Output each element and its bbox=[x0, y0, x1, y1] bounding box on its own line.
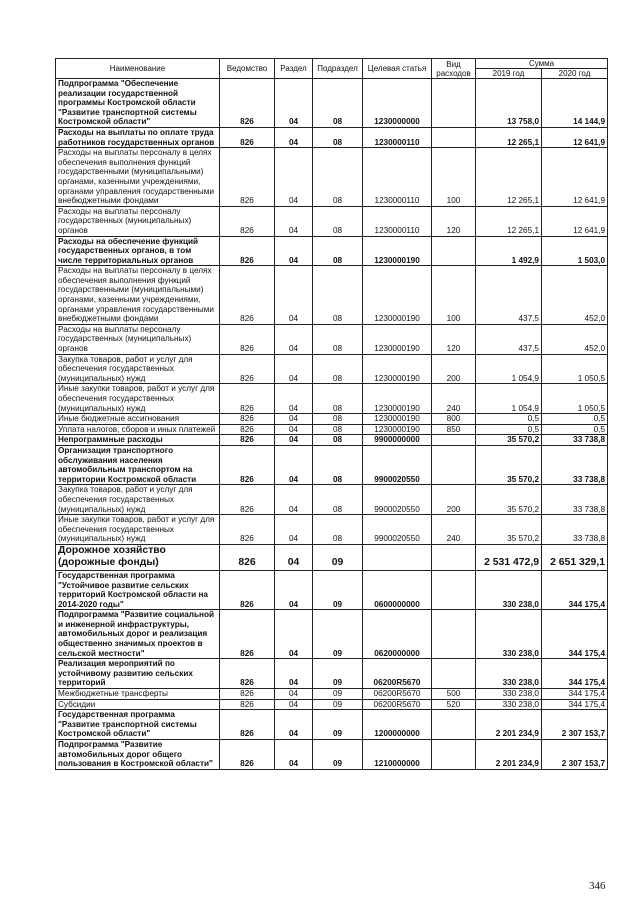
cell-section: 04 bbox=[275, 659, 313, 689]
table-row bbox=[56, 445, 608, 484]
table-body bbox=[56, 79, 608, 770]
table-row bbox=[56, 710, 608, 740]
cell-section: 04 bbox=[275, 266, 313, 325]
cell-type bbox=[432, 740, 476, 770]
cell-subsection: 08 bbox=[313, 127, 363, 147]
cell-2019: 1 492,9 bbox=[476, 236, 542, 266]
header-type: Вид расходов bbox=[432, 59, 476, 79]
cell-name: Закупка товаров, работ и услуг для обеспечения государственных (муниципальных) нужд bbox=[56, 354, 220, 384]
cell-type bbox=[432, 435, 476, 446]
table-row bbox=[56, 485, 608, 515]
table-row bbox=[56, 414, 608, 425]
table-row bbox=[56, 148, 608, 207]
cell-target: 1230000190 bbox=[363, 424, 432, 435]
cell-type bbox=[432, 570, 476, 609]
cell-2019: 1 054,9 bbox=[476, 384, 542, 414]
cell-target: 1230000190 bbox=[363, 414, 432, 425]
cell-type: 240 bbox=[432, 384, 476, 414]
cell-type bbox=[432, 710, 476, 740]
cell-type bbox=[432, 79, 476, 128]
cell-target: 1230000190 bbox=[363, 266, 432, 325]
cell-type bbox=[432, 236, 476, 266]
cell-2019: 12 265,1 bbox=[476, 127, 542, 147]
cell-target: 06200R5670 bbox=[363, 659, 432, 689]
table-row bbox=[56, 435, 608, 446]
cell-department: 826 bbox=[220, 570, 275, 609]
cell-section: 04 bbox=[275, 424, 313, 435]
cell-2020: 33 738,8 bbox=[542, 485, 608, 515]
cell-department: 826 bbox=[220, 424, 275, 435]
cell-name: Закупка товаров, работ и услуг для обеспечения государственных (муниципальных) нужд bbox=[56, 485, 220, 515]
cell-name: Расходы на выплаты персоналу государственных (муниципальных) органов bbox=[56, 324, 220, 354]
cell-subsection: 09 bbox=[313, 689, 363, 700]
cell-section: 04 bbox=[275, 515, 313, 545]
cell-2020: 33 738,8 bbox=[542, 515, 608, 545]
cell-2019: 0,5 bbox=[476, 414, 542, 425]
cell-type: 120 bbox=[432, 324, 476, 354]
cell-subsection: 08 bbox=[313, 79, 363, 128]
table-row bbox=[56, 610, 608, 659]
cell-2019: 2 201 234,9 bbox=[476, 740, 542, 770]
cell-type bbox=[432, 544, 476, 570]
cell-section: 04 bbox=[275, 384, 313, 414]
cell-target: 1230000110 bbox=[363, 206, 432, 236]
cell-2019: 330 238,0 bbox=[476, 689, 542, 700]
cell-2019: 12 265,1 bbox=[476, 148, 542, 207]
cell-target: 1230000190 bbox=[363, 324, 432, 354]
cell-2019: 2 531 472,9 bbox=[476, 544, 542, 570]
table-row bbox=[56, 206, 608, 236]
cell-subsection: 08 bbox=[313, 424, 363, 435]
cell-2020: 452,0 bbox=[542, 324, 608, 354]
cell-name: Подпрограмма "Обеспечение реализации государственной программы Костромской области "Развитие транспортной системы Костромской области" bbox=[56, 79, 220, 128]
cell-subsection: 09 bbox=[313, 710, 363, 740]
cell-2019: 330 238,0 bbox=[476, 699, 542, 710]
cell-section: 04 bbox=[275, 236, 313, 266]
cell-name: Расходы на выплаты персоналу государственных (муниципальных) органов bbox=[56, 206, 220, 236]
cell-subsection: 08 bbox=[313, 414, 363, 425]
cell-section: 04 bbox=[275, 485, 313, 515]
cell-2020: 33 738,8 bbox=[542, 435, 608, 446]
cell-2019: 13 758,0 bbox=[476, 79, 542, 128]
cell-target: 1230000190 bbox=[363, 384, 432, 414]
cell-type bbox=[432, 610, 476, 659]
cell-2019: 35 570,2 bbox=[476, 445, 542, 484]
cell-type bbox=[432, 659, 476, 689]
cell-subsection: 09 bbox=[313, 740, 363, 770]
cell-2020: 0,5 bbox=[542, 414, 608, 425]
cell-type: 120 bbox=[432, 206, 476, 236]
cell-section: 04 bbox=[275, 324, 313, 354]
cell-name: Реализация мероприятий по устойчивому развитию сельских территорий bbox=[56, 659, 220, 689]
cell-2020: 12 641,9 bbox=[542, 127, 608, 147]
cell-section: 04 bbox=[275, 354, 313, 384]
cell-subsection: 08 bbox=[313, 324, 363, 354]
cell-target: 0620000000 bbox=[363, 610, 432, 659]
table-row bbox=[56, 79, 608, 128]
cell-department: 826 bbox=[220, 710, 275, 740]
cell-section: 04 bbox=[275, 435, 313, 446]
cell-department: 826 bbox=[220, 414, 275, 425]
header-name: Наименование bbox=[56, 59, 220, 79]
cell-name: Субсидии bbox=[56, 699, 220, 710]
cell-2020: 2 651 329,1 bbox=[542, 544, 608, 570]
cell-section: 04 bbox=[275, 699, 313, 710]
cell-target: 1210000000 bbox=[363, 740, 432, 770]
cell-target: 06200R5670 bbox=[363, 699, 432, 710]
table-row bbox=[56, 699, 608, 710]
cell-department: 826 bbox=[220, 689, 275, 700]
table-row bbox=[56, 689, 608, 700]
table-row bbox=[56, 324, 608, 354]
budget-table bbox=[55, 58, 608, 770]
cell-department: 826 bbox=[220, 515, 275, 545]
cell-name: Государственная программа "Развитие транспортной системы Костромской области" bbox=[56, 710, 220, 740]
cell-2020: 33 738,8 bbox=[542, 445, 608, 484]
table-row bbox=[56, 354, 608, 384]
cell-name: Дорожное хозяйство (дорожные фонды) bbox=[56, 544, 220, 570]
cell-target: 9900020550 bbox=[363, 515, 432, 545]
cell-name: Подпрограмма "Развитие социальной и инженерной инфраструктуры, автомобильных дорог и реализация общественно значимых проектов в сельской местности" bbox=[56, 610, 220, 659]
cell-name: Расходы на выплаты персоналу в целях обеспечения выполнения функций государственными (муниципальными) органами, казенными учреждениями, органами управления государственными внебюджетными фондами bbox=[56, 266, 220, 325]
header-sum: Сумма bbox=[476, 59, 608, 69]
cell-subsection: 09 bbox=[313, 699, 363, 710]
cell-2020: 344 175,4 bbox=[542, 659, 608, 689]
cell-department: 826 bbox=[220, 485, 275, 515]
cell-name: Организация транспортного обслуживания населения автомобильным транспортом на территории Костромской области bbox=[56, 445, 220, 484]
cell-department: 826 bbox=[220, 79, 275, 128]
cell-type: 100 bbox=[432, 148, 476, 207]
cell-name: Иные закупки товаров, работ и услуг для обеспечения государственных (муниципальных) нужд bbox=[56, 515, 220, 545]
cell-subsection: 08 bbox=[313, 206, 363, 236]
cell-subsection: 08 bbox=[313, 354, 363, 384]
cell-target: 0600000000 bbox=[363, 570, 432, 609]
header-subsection: Подраздел bbox=[313, 59, 363, 79]
cell-type: 850 bbox=[432, 424, 476, 435]
cell-type: 520 bbox=[432, 699, 476, 710]
table-row bbox=[56, 740, 608, 770]
cell-type: 240 bbox=[432, 515, 476, 545]
cell-2020: 344 175,4 bbox=[542, 570, 608, 609]
cell-subsection: 08 bbox=[313, 445, 363, 484]
cell-target: 1230000000 bbox=[363, 79, 432, 128]
cell-2020: 452,0 bbox=[542, 266, 608, 325]
cell-department: 826 bbox=[220, 127, 275, 147]
cell-section: 04 bbox=[275, 710, 313, 740]
cell-name: Непрограммные расходы bbox=[56, 435, 220, 446]
cell-2020: 344 175,4 bbox=[542, 699, 608, 710]
cell-2019: 12 265,1 bbox=[476, 206, 542, 236]
cell-2019: 330 238,0 bbox=[476, 659, 542, 689]
table-row bbox=[56, 127, 608, 147]
cell-subsection: 08 bbox=[313, 515, 363, 545]
cell-type: 500 bbox=[432, 689, 476, 700]
cell-section: 04 bbox=[275, 414, 313, 425]
table-row bbox=[56, 544, 608, 570]
cell-section: 04 bbox=[275, 689, 313, 700]
cell-2020: 12 641,9 bbox=[542, 206, 608, 236]
cell-subsection: 08 bbox=[313, 435, 363, 446]
cell-name: Государственная программа "Устойчивое развитие сельских территорий Костромской области на 2014-2020 годы" bbox=[56, 570, 220, 609]
cell-department: 826 bbox=[220, 384, 275, 414]
cell-name: Расходы на выплаты по оплате труда работников государственных органов bbox=[56, 127, 220, 147]
cell-department: 826 bbox=[220, 610, 275, 659]
cell-target: 1200000000 bbox=[363, 710, 432, 740]
cell-2019: 35 570,2 bbox=[476, 515, 542, 545]
table-row bbox=[56, 659, 608, 689]
cell-name: Иные бюджетные ассигнования bbox=[56, 414, 220, 425]
cell-2019: 35 570,2 bbox=[476, 485, 542, 515]
cell-department: 826 bbox=[220, 206, 275, 236]
cell-subsection: 09 bbox=[313, 659, 363, 689]
cell-name: Уплата налогов, сборов и иных платежей bbox=[56, 424, 220, 435]
cell-department: 826 bbox=[220, 354, 275, 384]
cell-subsection: 08 bbox=[313, 485, 363, 515]
cell-department: 826 bbox=[220, 236, 275, 266]
table-row bbox=[56, 424, 608, 435]
cell-section: 04 bbox=[275, 544, 313, 570]
cell-subsection: 09 bbox=[313, 544, 363, 570]
header-department: Ведомство bbox=[220, 59, 275, 79]
cell-department: 826 bbox=[220, 266, 275, 325]
cell-type: 200 bbox=[432, 354, 476, 384]
cell-target: 9900000000 bbox=[363, 435, 432, 446]
cell-2019: 437,5 bbox=[476, 324, 542, 354]
cell-2019: 330 238,0 bbox=[476, 610, 542, 659]
cell-2019: 35 570,2 bbox=[476, 435, 542, 446]
table-row bbox=[56, 515, 608, 545]
cell-2020: 1 503,0 bbox=[542, 236, 608, 266]
cell-subsection: 09 bbox=[313, 610, 363, 659]
cell-2020: 344 175,4 bbox=[542, 610, 608, 659]
table-row bbox=[56, 384, 608, 414]
cell-subsection: 08 bbox=[313, 266, 363, 325]
cell-department: 826 bbox=[220, 699, 275, 710]
cell-2020: 344 175,4 bbox=[542, 689, 608, 700]
cell-2019: 0,5 bbox=[476, 424, 542, 435]
cell-subsection: 09 bbox=[313, 570, 363, 609]
cell-target: 1230000190 bbox=[363, 354, 432, 384]
cell-department: 826 bbox=[220, 148, 275, 207]
cell-2019: 330 238,0 bbox=[476, 570, 542, 609]
cell-2020: 0,5 bbox=[542, 424, 608, 435]
cell-target: 9900020550 bbox=[363, 485, 432, 515]
cell-2019: 1 054,9 bbox=[476, 354, 542, 384]
cell-target: 1230000190 bbox=[363, 236, 432, 266]
cell-target: 1230000110 bbox=[363, 127, 432, 147]
cell-department: 826 bbox=[220, 659, 275, 689]
cell-2020: 1 050,5 bbox=[542, 354, 608, 384]
cell-2019: 2 201 234,9 bbox=[476, 710, 542, 740]
cell-name: Расходы на выплаты персоналу в целях обеспечения выполнения функций государственными (муниципальными) органами, казенными учреждениями, органами управления государственными внебюджетными фондами bbox=[56, 148, 220, 207]
cell-target bbox=[363, 544, 432, 570]
cell-subsection: 08 bbox=[313, 384, 363, 414]
cell-subsection: 08 bbox=[313, 148, 363, 207]
cell-section: 04 bbox=[275, 570, 313, 609]
cell-2020: 2 307 153,7 bbox=[542, 740, 608, 770]
cell-target: 1230000110 bbox=[363, 148, 432, 207]
cell-type bbox=[432, 127, 476, 147]
cell-type: 800 bbox=[432, 414, 476, 425]
cell-section: 04 bbox=[275, 445, 313, 484]
cell-name: Подпрограмма "Развитие автомобильных дорог общего пользования в Костромской области" bbox=[56, 740, 220, 770]
cell-department: 826 bbox=[220, 740, 275, 770]
cell-2020: 14 144,9 bbox=[542, 79, 608, 128]
cell-section: 04 bbox=[275, 610, 313, 659]
header-section: Раздел bbox=[275, 59, 313, 79]
cell-section: 04 bbox=[275, 79, 313, 128]
cell-section: 04 bbox=[275, 127, 313, 147]
page-number: 346 bbox=[589, 880, 606, 892]
cell-target: 06200R5670 bbox=[363, 689, 432, 700]
cell-2020: 12 641,9 bbox=[542, 148, 608, 207]
cell-department: 826 bbox=[220, 544, 275, 570]
cell-department: 826 bbox=[220, 324, 275, 354]
cell-type: 200 bbox=[432, 485, 476, 515]
cell-name: Расходы на обеспечение функций государственных органов, в том числе территориальных органов bbox=[56, 236, 220, 266]
header-2019: 2019 год bbox=[476, 69, 542, 79]
table-header bbox=[56, 59, 608, 79]
cell-target: 9900020550 bbox=[363, 445, 432, 484]
cell-department: 826 bbox=[220, 435, 275, 446]
cell-name: Иные закупки товаров, работ и услуг для обеспечения государственных (муниципальных) нужд bbox=[56, 384, 220, 414]
cell-section: 04 bbox=[275, 206, 313, 236]
header-2020: 2020 год bbox=[542, 69, 608, 79]
cell-2020: 1 050,5 bbox=[542, 384, 608, 414]
cell-name: Межбюджетные трансферты bbox=[56, 689, 220, 700]
cell-type: 100 bbox=[432, 266, 476, 325]
cell-section: 04 bbox=[275, 148, 313, 207]
cell-department: 826 bbox=[220, 445, 275, 484]
cell-type bbox=[432, 445, 476, 484]
cell-2020: 2 307 153,7 bbox=[542, 710, 608, 740]
table-row bbox=[56, 266, 608, 325]
cell-subsection: 08 bbox=[313, 236, 363, 266]
cell-2019: 437,5 bbox=[476, 266, 542, 325]
cell-section: 04 bbox=[275, 740, 313, 770]
table-row bbox=[56, 236, 608, 266]
table-row bbox=[56, 570, 608, 609]
header-target: Целевая статья bbox=[363, 59, 432, 79]
